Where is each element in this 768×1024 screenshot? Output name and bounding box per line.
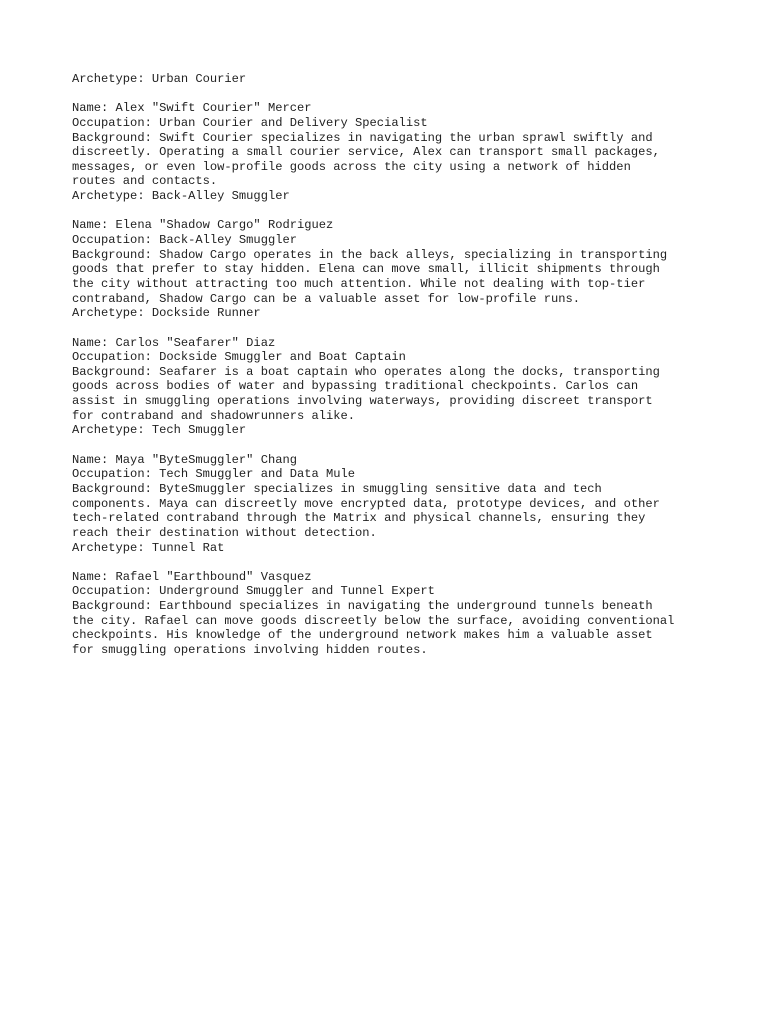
text-line: Name: Maya "ByteSmuggler" Chang bbox=[72, 452, 297, 467]
text-line: Name: Rafael "Earthbound" Vasquez bbox=[72, 569, 312, 584]
text-line: assist in smuggling operations involving waterways, providing discreet transport bbox=[72, 394, 653, 409]
text-line: for contraband and shadowrunners alike. bbox=[72, 408, 356, 423]
text-line: the city. Rafael can move goods discreetly below the surface, avoiding conventional bbox=[72, 613, 675, 628]
text-line: Background: Shadow Cargo operates in the back alleys, specializing in transporting bbox=[72, 247, 668, 262]
text-line: tech-related contraband through the Matrix and physical channels, ensuring they bbox=[72, 511, 646, 526]
text-line: Archetype: Back-Alley Smuggler bbox=[72, 189, 290, 204]
text-line: for smuggling operations involving hidden routes. bbox=[72, 642, 428, 657]
text-line: Name: Alex "Swift Courier" Mercer bbox=[72, 101, 312, 116]
text-line: Archetype: Tech Smuggler bbox=[72, 423, 247, 438]
text-line: Background: Swift Courier specializes in navigating the urban sprawl swiftly and bbox=[72, 130, 653, 145]
text-line: goods across bodies of water and bypassing traditional checkpoints. Carlos can bbox=[72, 379, 639, 394]
blank-line bbox=[72, 555, 732, 570]
text-line: goods that prefer to stay hidden. Elena can move small, illicit shipments through bbox=[72, 262, 660, 277]
text-line: Occupation: Back-Alley Smuggler bbox=[72, 233, 297, 248]
text-line: reach their destination without detection. bbox=[72, 525, 377, 540]
text-line: the city without attracting too much attention. While not dealing with top-tier bbox=[72, 276, 646, 291]
text-line: Background: Seafarer is a boat captain who operates along the docks, transporting bbox=[72, 364, 660, 379]
text-line: contraband, Shadow Cargo can be a valuable asset for low-profile runs. bbox=[72, 291, 581, 306]
text-line: Archetype: Urban Courier bbox=[72, 72, 247, 86]
text-line: Occupation: Tech Smuggler and Data Mule bbox=[72, 467, 356, 482]
text-line: messages, or even low-profile goods across the city using a network of hidden bbox=[72, 159, 631, 174]
text-line: Occupation: Urban Courier and Delivery Specialist bbox=[72, 115, 428, 130]
text-line: Background: ByteSmuggler specializes in smuggling sensitive data and tech bbox=[72, 481, 602, 496]
text-line: Name: Carlos "Seafarer" Diaz bbox=[72, 335, 276, 350]
text-line: Occupation: Underground Smuggler and Tunnel Expert bbox=[72, 584, 435, 599]
blank-line bbox=[72, 204, 732, 219]
text-line: Archetype: Dockside Runner bbox=[72, 306, 261, 321]
blank-line bbox=[72, 87, 732, 102]
text-line: Occupation: Dockside Smuggler and Boat Captain bbox=[72, 350, 406, 365]
text-line: Background: Earthbound specializes in navigating the underground tunnels beneath bbox=[72, 599, 653, 614]
document-page bbox=[72, 72, 732, 658]
blank-line bbox=[72, 438, 732, 453]
text-line: components. Maya can discreetly move encrypted data, prototype devices, and other bbox=[72, 496, 660, 511]
text-line: discreetly. Operating a small courier service, Alex can transport small packages, bbox=[72, 145, 660, 160]
text-line: Archetype: Tunnel Rat bbox=[72, 540, 225, 555]
blank-line bbox=[72, 321, 732, 336]
text-line: Name: Elena "Shadow Cargo" Rodriguez bbox=[72, 218, 334, 233]
text-line: checkpoints. His knowledge of the underground network makes him a valuable asset bbox=[72, 628, 653, 643]
text-line: routes and contacts. bbox=[72, 174, 218, 189]
